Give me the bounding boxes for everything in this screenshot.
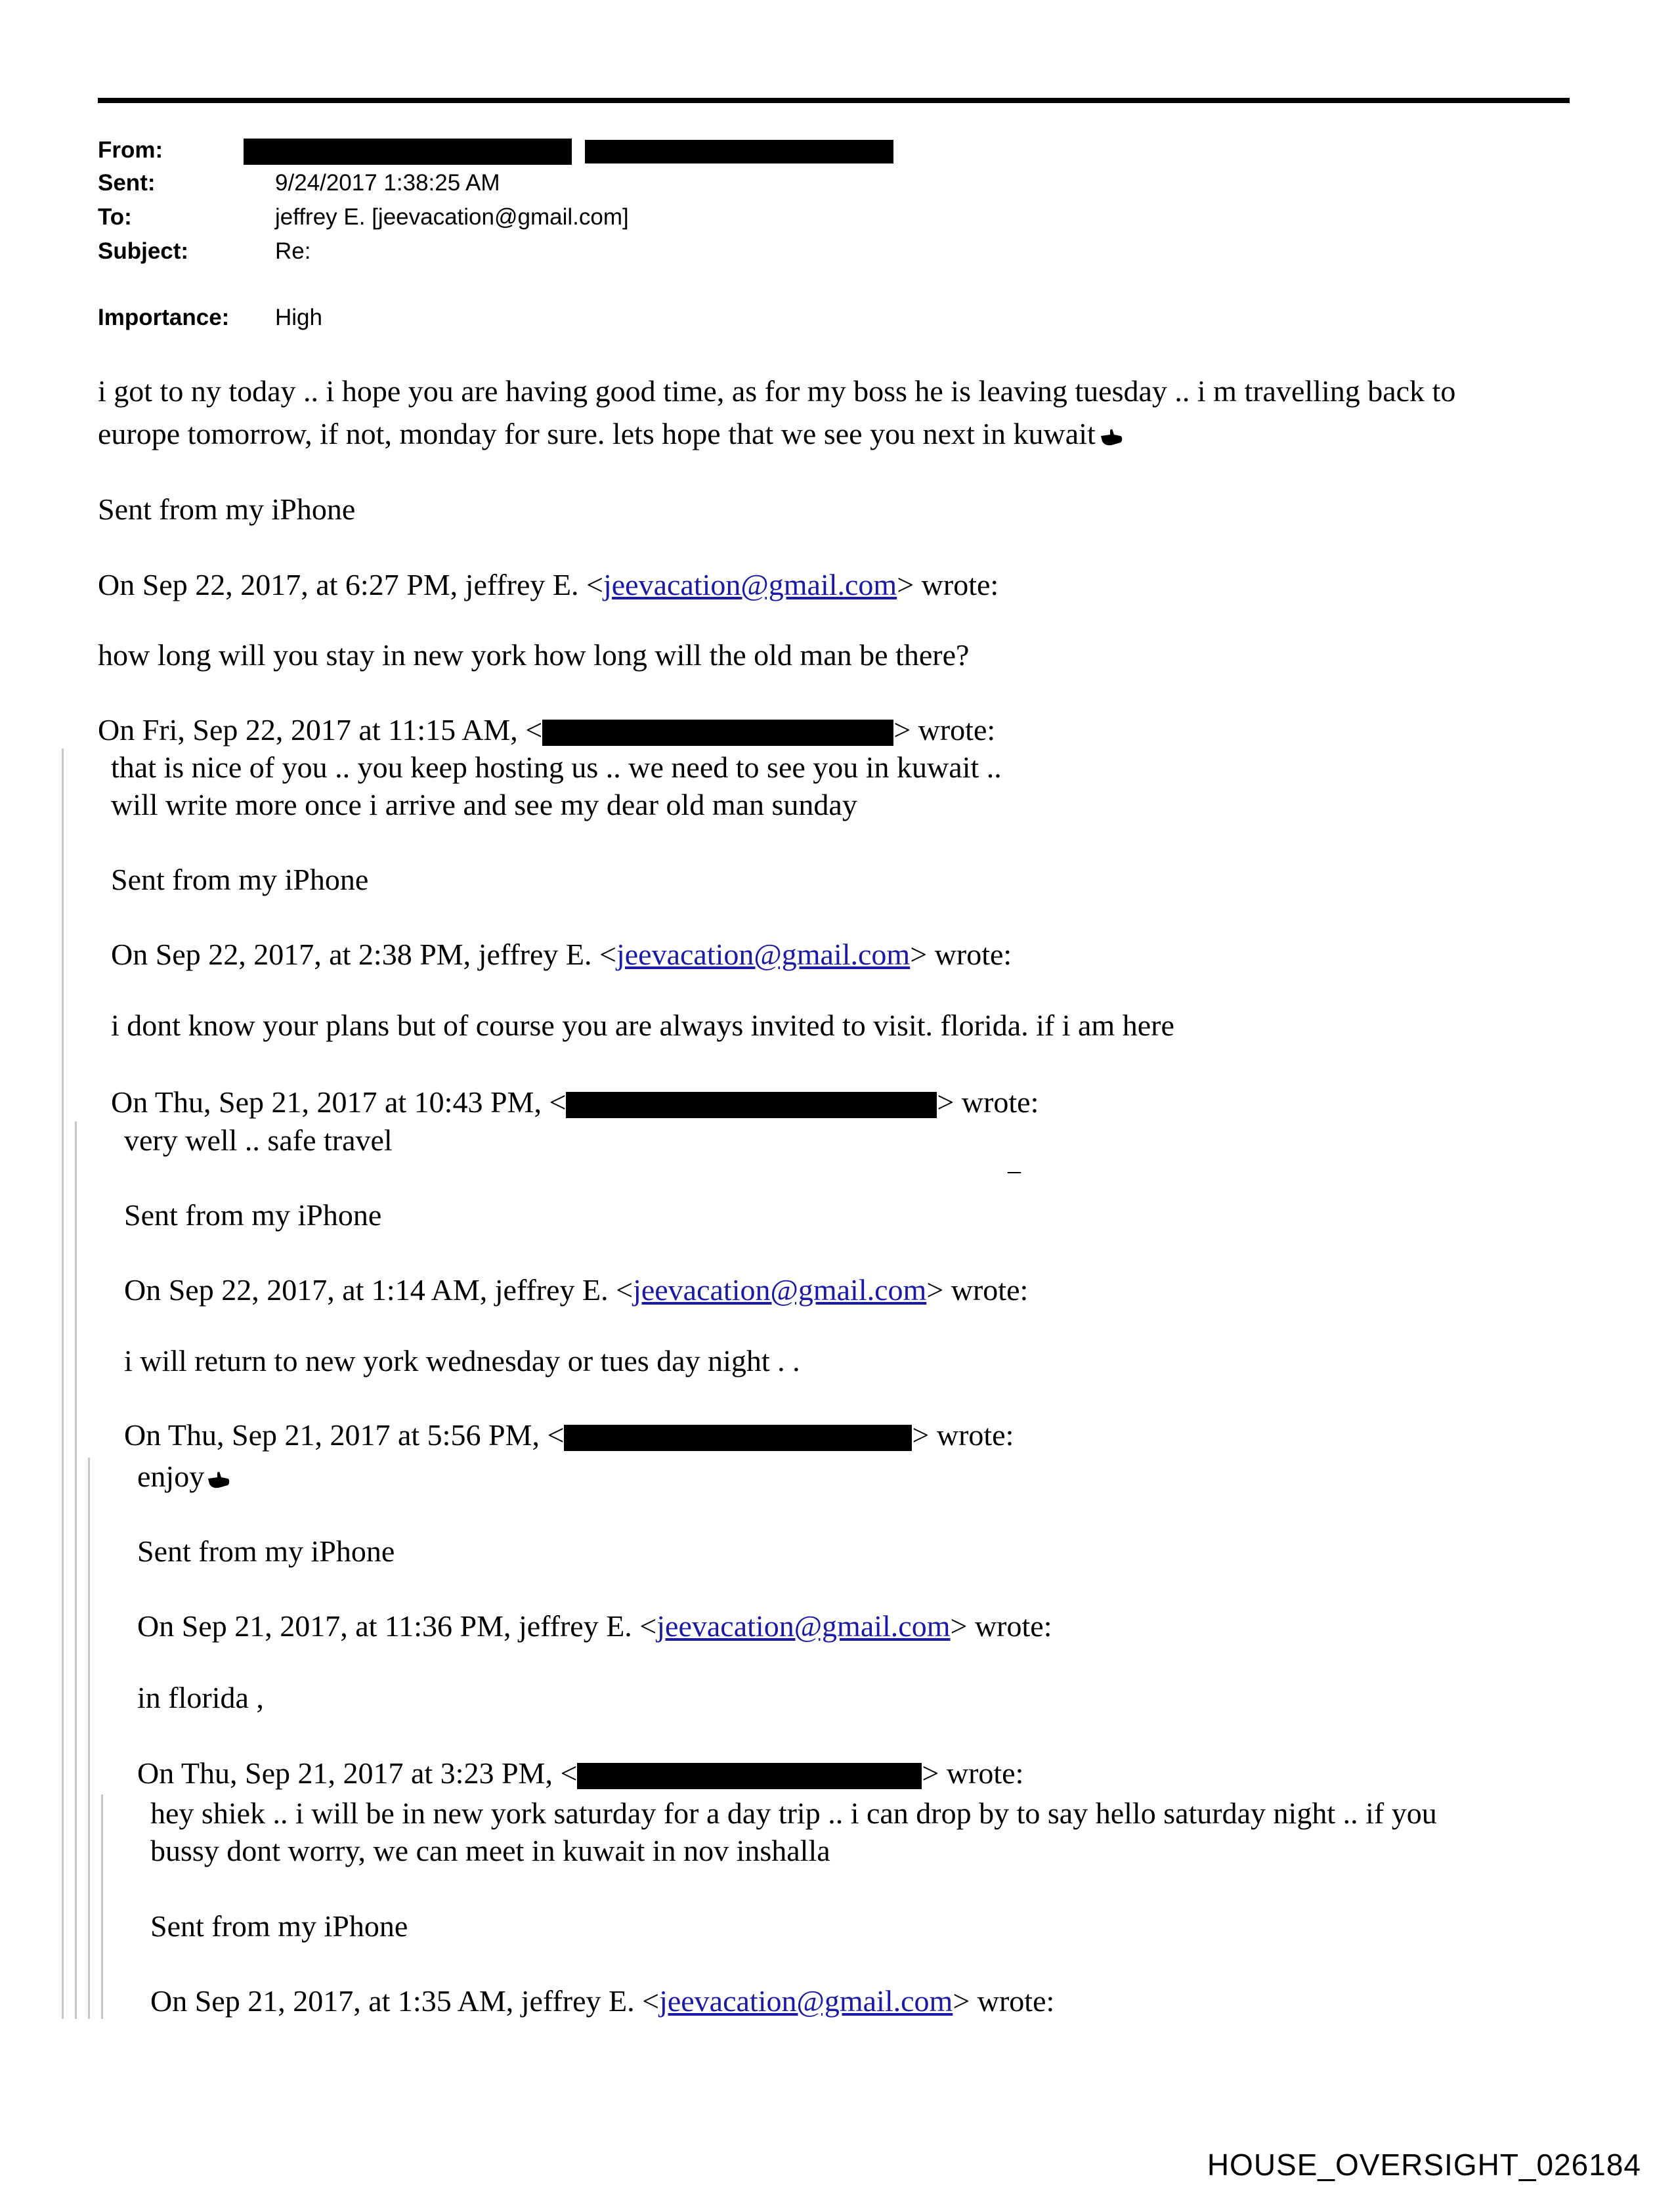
redaction-box [244, 139, 572, 165]
email-link[interactable]: jeevacation@gmail.com [656, 1609, 951, 1643]
to-label: To: [98, 204, 132, 230]
stray-mark: _ [1008, 1146, 1021, 1176]
quote-text: hey shiek .. i will be in new york saturday for a day trip .. i can drop by to say hello saturday night .. if you [150, 1796, 1437, 1830]
quote-bar [75, 1121, 77, 2019]
quote-text: i dont know your plans but of course you are always invited to visit. florida. if i am here [111, 1008, 1174, 1042]
quote-header: On Sep 22, 2017, at 1:14 AM, jeffrey E. <jeevacation@gmail.com> wrote: [124, 1273, 1029, 1307]
signature-line: Sent from my iPhone [137, 1534, 395, 1568]
quote-header: On Fri, Sep 22, 2017 at 11:15 AM, < > wrote: [98, 713, 996, 747]
signature-line: Sent from my iPhone [98, 492, 356, 526]
quote-text: enjoy [137, 1458, 232, 1496]
sent-label: Sent: [98, 170, 156, 196]
email-link[interactable]: jeevacation@gmail.com [616, 938, 911, 971]
quote-text: how long will you stay in new york how long will the old man be there? [98, 638, 970, 672]
signature-line: Sent from my iPhone [111, 863, 369, 896]
quote-header: On Sep 22, 2017, at 2:38 PM, jeffrey E. <jeevacation@gmail.com> wrote: [111, 938, 1012, 971]
quote-bar [62, 748, 64, 2019]
quote-text: that is nice of you .. you keep hosting us .. we need to see you in kuwait .. [111, 750, 1002, 784]
quote-text: very well .. safe travel [124, 1123, 393, 1157]
quote-text: bussy dont worry, we can meet in kuwait in nov inshalla [150, 1834, 830, 1867]
from-label: From: [98, 137, 163, 163]
quote-header: On Sep 21, 2017, at 11:36 PM, jeffrey E. <jeevacation@gmail.com> wrote: [137, 1609, 1052, 1643]
redaction-box [542, 720, 893, 746]
quote-header: On Thu, Sep 21, 2017 at 5:56 PM, < > wrote: [124, 1418, 1014, 1452]
quote-text: in florida , [137, 1681, 264, 1714]
quote-bar [88, 1458, 90, 2019]
quote-header: On Thu, Sep 21, 2017 at 3:23 PM, < > wrote: [137, 1756, 1024, 1790]
body-line: i got to ny today .. i hope you are having good time, as for my boss he is leaving tuesday .. i m travelling back to [98, 374, 1456, 408]
quote-header: On Sep 21, 2017, at 1:35 AM, jeffrey E. <jeevacation@gmail.com> wrote: [150, 1984, 1055, 2018]
quote-text: will write more once i arrive and see my dear old man sunday [111, 788, 857, 821]
pointing-hand-icon [1098, 422, 1125, 448]
sent-value: 9/24/2017 1:38:25 AM [275, 170, 500, 196]
importance-label: Importance: [98, 305, 230, 330]
pointing-hand-icon [205, 1464, 232, 1490]
header-rule [98, 98, 1570, 103]
quote-bar [101, 1794, 103, 2019]
quote-text: i will return to new york wednesday or tues day night . . [124, 1344, 800, 1377]
to-value: jeffrey E. [jeevacation@gmail.com] [275, 204, 629, 230]
body-line: europe tomorrow, if not, monday for sure. lets hope that we see you next in kuwait [98, 415, 1125, 453]
bates-number: HOUSE_OVERSIGHT_026184 [1207, 2148, 1641, 2182]
redaction-box [564, 1425, 912, 1451]
signature-line: Sent from my iPhone [124, 1198, 382, 1232]
email-link[interactable]: jeevacation@gmail.com [603, 568, 897, 601]
redaction-box [585, 140, 893, 163]
email-link[interactable]: jeevacation@gmail.com [633, 1273, 927, 1307]
redaction-box [566, 1092, 937, 1118]
signature-line: Sent from my iPhone [150, 1909, 408, 1943]
email-link[interactable]: jeevacation@gmail.com [659, 1984, 953, 2018]
redaction-box [577, 1763, 922, 1789]
subject-label: Subject: [98, 238, 189, 264]
subject-value: Re: [275, 238, 311, 264]
quote-header: On Thu, Sep 21, 2017 at 10:43 PM, < > wrote: [111, 1085, 1039, 1119]
importance-value: High [275, 305, 322, 330]
from-value [244, 135, 893, 166]
quote-header: On Sep 22, 2017, at 6:27 PM, jeffrey E. <jeevacation@gmail.com> wrote: [98, 568, 999, 601]
